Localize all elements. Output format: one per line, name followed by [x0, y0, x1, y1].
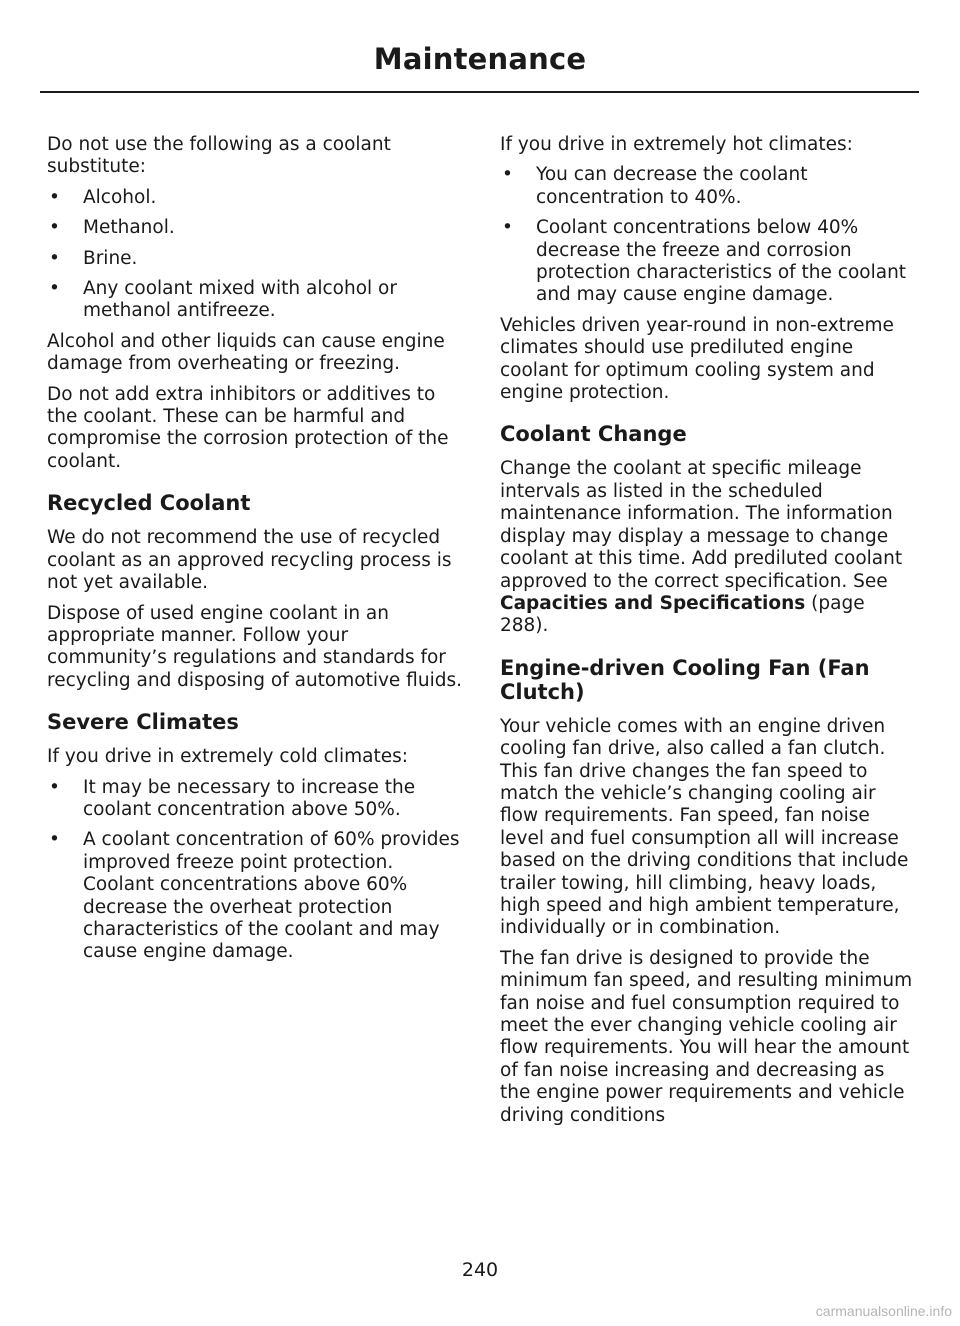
list-item: • Methanol.	[47, 217, 465, 239]
section-heading-fan-clutch: Engine-driven Cooling Fan (Fan Clutch)	[500, 655, 870, 704]
list-item: • It may be necessary to increase the coolant concentration above 50%.	[47, 777, 465, 822]
paragraph-text: Change the coolant at specific mileage intervals as listed in the scheduled maintenance information. The information display may display a message to change coolant at this time. Add prediluted coolant approved to the correct specification. See	[500, 458, 903, 592]
page-title: Maintenance	[373, 42, 587, 76]
paragraph	[500, 458, 916, 637]
paragraph: Your vehicle comes with an engine driven cooling fan drive, also called a fan clutch. This fan drive changes the fan speed to match the vehicle’s changing cooling air flow requirements. Fan speed, fan noise level and fuel consumption all will increase based on the driving conditions that include trailer towing, hill climbing, heavy loads, high speed and high ambient temperature, individually or in combination.	[500, 715, 909, 939]
paragraph: Do not add extra inhibitors or additives to the coolant. These can be harmful and compromise the corrosion protection of the coolant.	[47, 383, 449, 472]
paragraph: If you drive in extremely cold climates:	[47, 746, 408, 768]
list-item: • Coolant concentrations below 40% decrease the freeze and corrosion protection characteristics of the coolant and may cause engine damage.	[500, 217, 916, 307]
paragraph: Alcohol and other liquids can cause engine damage from overheating or freezing.	[47, 330, 445, 375]
cold-climate-list	[47, 777, 465, 964]
list-item: • Any coolant mixed with alcohol or methanol antifreeze.	[47, 278, 465, 323]
list-item: • A coolant concentration of 60% provides improved freeze point protection. Coolant concentrations above 60% decrease the overheat protection characteristics of the coolant and may cause engine damage.	[47, 829, 465, 963]
watermark: carmanualsonline.info	[815, 1303, 952, 1319]
header-divider	[40, 91, 919, 93]
right-column	[500, 134, 916, 1135]
left-column	[47, 134, 465, 972]
paragraph: Dispose of used engine coolant in an appropriate manner. Follow your community’s regulations and standards for recycling and disposing of automotive fluids.	[47, 602, 462, 691]
list-item: • You can decrease the coolant concentration to 40%.	[500, 164, 916, 209]
list-item: • Alcohol.	[47, 187, 465, 209]
paragraph: Do not use the following as a coolant substitute:	[47, 134, 391, 178]
paragraph: The fan drive is designed to provide the minimum fan speed, and resulting minimum fan noise and fuel consumption required to meet the ever changing vehicle cooling air flow requirements. You will hear the amount of fan noise increasing and decreasing as the engine power requirements and vehicle driving conditions	[500, 947, 913, 1126]
list-item: • Brine.	[47, 248, 465, 270]
substitute-list	[47, 187, 465, 323]
paragraph: If you drive in extremely hot climates:	[500, 134, 853, 155]
paragraph: Vehicles driven year-round in non-extreme climates should use prediluted engine coolant for optimum cooling system and engine protection.	[500, 314, 894, 404]
page-reference: (page 288).	[500, 592, 865, 637]
section-heading-severe-climates: Severe Climates	[47, 710, 239, 735]
page-number: 240	[461, 1259, 499, 1281]
section-heading-coolant-change: Coolant Change	[500, 422, 687, 447]
cross-reference-link[interactable]: Capacities and Specifications	[500, 592, 806, 614]
hot-climate-list	[500, 164, 916, 306]
section-heading-recycled-coolant: Recycled Coolant	[47, 491, 251, 516]
paragraph: We do not recommend the use of recycled coolant as an approved recycling process is not yet available.	[47, 527, 452, 594]
